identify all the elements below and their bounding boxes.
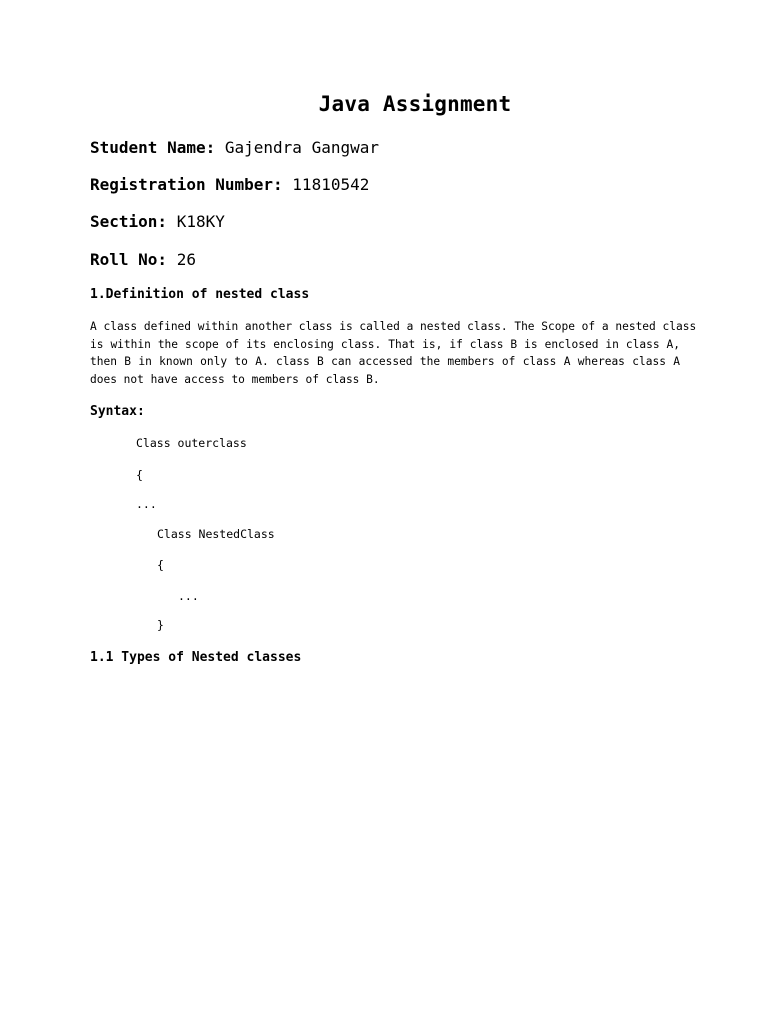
code-line: {	[136, 468, 143, 482]
roll-no-field	[90, 249, 196, 271]
code-line: ...	[136, 497, 157, 511]
code-line: Class outerclass	[136, 436, 247, 450]
section-field	[90, 211, 225, 233]
field-value: 11810542	[292, 175, 370, 194]
paragraph-line: is within the scope of its enclosing class. That is, if class B is enclosed in class A,	[90, 337, 680, 351]
code-line: ...	[178, 589, 199, 603]
paragraph-line: does not have access to members of class B.	[90, 372, 380, 386]
code-line: {	[157, 558, 164, 572]
syntax-heading: Syntax:	[90, 404, 145, 419]
registration-number-field	[90, 174, 369, 196]
section-heading-types: 1.1 Types of Nested classes	[90, 650, 302, 665]
definition-paragraph	[90, 318, 697, 388]
student-name-field	[90, 137, 379, 159]
section-heading-definition: 1.Definition of nested class	[90, 287, 310, 302]
field-label: Student Name:	[90, 138, 216, 157]
field-value: 26	[176, 250, 196, 269]
code-line: }	[157, 618, 164, 632]
field-value: Gajendra Gangwar	[224, 138, 379, 157]
code-line: Class NestedClass	[157, 527, 275, 541]
paragraph-line: then B in known only to A. class B can accessed the members of class A whereas class A	[90, 355, 680, 368]
field-label: Section:	[90, 212, 168, 231]
document-title: Java Assignment	[318, 92, 512, 116]
paragraph-line: A class defined within another class is called a nested class. The Scope of a nested class	[90, 320, 697, 333]
field-label: Registration Number:	[90, 175, 283, 194]
field-value: K18KY	[176, 212, 225, 231]
field-label: Roll No:	[90, 250, 168, 269]
